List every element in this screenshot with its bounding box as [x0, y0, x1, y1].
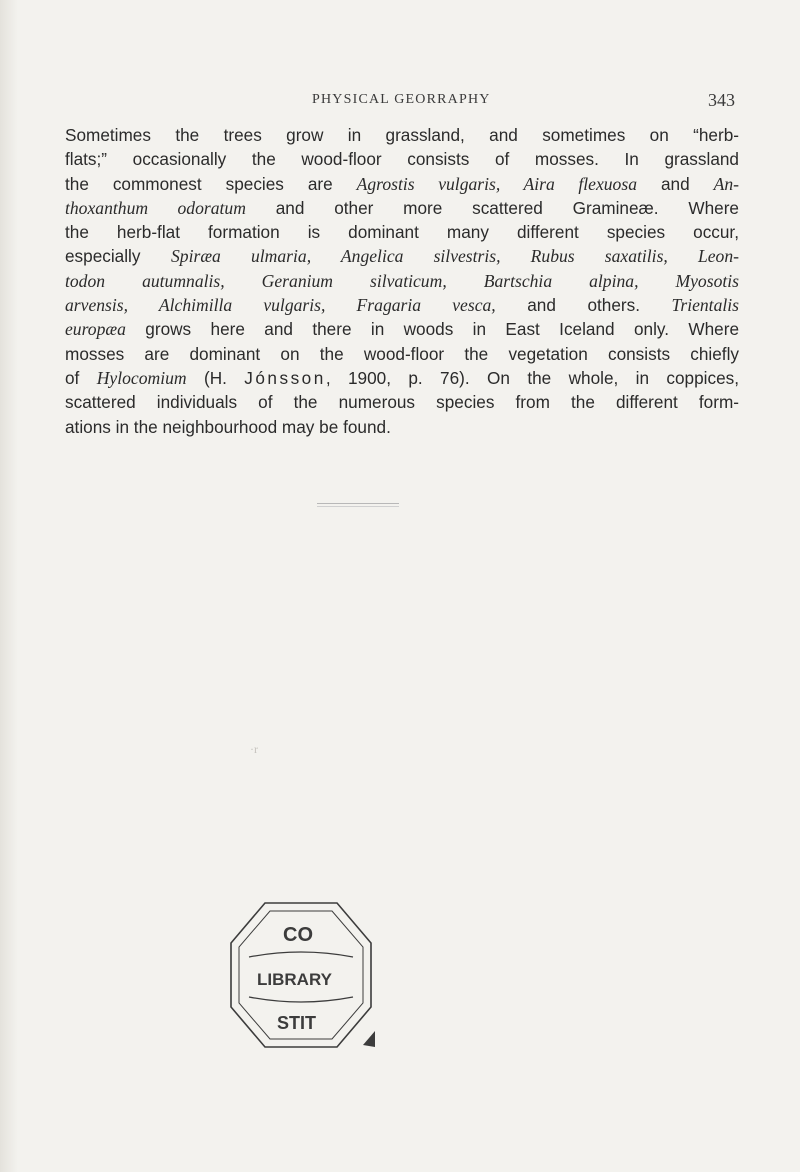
- text-line: flats;” occasionally the wood-floor consists of mosses. In grassland: [65, 149, 739, 170]
- stamp-middle-text: LIBRARY: [257, 970, 332, 989]
- text-line: the herb-flat formation is dominant many different species occur,: [65, 222, 739, 243]
- text-line: scattered individuals of the numerous species from the different form-: [65, 392, 739, 413]
- text-line: especially Spiræa ulmaria, Angelica silvestris, Rubus saxatilis, Leon-: [65, 246, 739, 267]
- text-line: arvensis, Alchimilla vulgaris, Fragaria vesca, and others. Trientalis: [65, 295, 739, 316]
- text-line: thoxanthum odoratum and other more scattered Gramineæ. Where: [65, 197, 739, 218]
- species-name: An-: [713, 173, 739, 194]
- text-line: [65, 269, 739, 293]
- stamp-top-text: CO: [283, 924, 313, 946]
- species-name: Agrostis vulgaris, Aira flexuosa: [356, 173, 637, 194]
- species-name: thoxanthum odoratum: [65, 197, 246, 218]
- page-number: 343: [708, 90, 735, 110]
- author-name: Jónsson: [244, 367, 326, 388]
- species-name: Spiræa ulmaria, Angelica silvestris, Rubus saxatilis, Leon-: [170, 246, 739, 267]
- text-line: mosses are dominant on the wood-floor the vegetation consists chiefly: [65, 343, 739, 364]
- species-name: Hylocomium: [96, 367, 187, 388]
- running-title: PHYSICAL GEORRAPHY: [312, 92, 491, 107]
- page-edge-shadow: [0, 0, 18, 1172]
- text-line: europæa grows here and there in woods in East Iceland only. Where: [65, 319, 739, 340]
- body-paragraph: [65, 123, 739, 439]
- species-name: europæa: [65, 319, 126, 340]
- section-divider-rule: [317, 503, 399, 504]
- species-name: todon autumnalis, Geranium silvaticum, Bartschia alpina, Myosotis: [65, 270, 739, 291]
- text-line: of Hylocomium (H. Jónsson, 1900, p. 76). On the whole, in coppices,: [65, 367, 740, 388]
- stray-ink-mark: ·r: [250, 742, 258, 756]
- text-line: ations in the neighbourhood may be found.: [65, 416, 391, 437]
- section-divider-rule-lower: [317, 506, 399, 507]
- library-stamp-logo: [225, 895, 377, 1055]
- running-head: [60, 92, 740, 116]
- text-line: the commonest species are Agrostis vulgaris, Aira flexuosa and An-: [65, 173, 739, 194]
- text-line: Sometimes the trees grow in grassland, and sometimes on “herb-: [65, 125, 739, 145]
- stamp-corner-mark: [363, 1031, 375, 1047]
- stamp-bottom-text: STIT: [277, 1013, 316, 1033]
- species-name: arvensis, Alchimilla vulgaris, Fragaria vesca,: [65, 295, 496, 316]
- species-name: Trientalis: [671, 295, 739, 316]
